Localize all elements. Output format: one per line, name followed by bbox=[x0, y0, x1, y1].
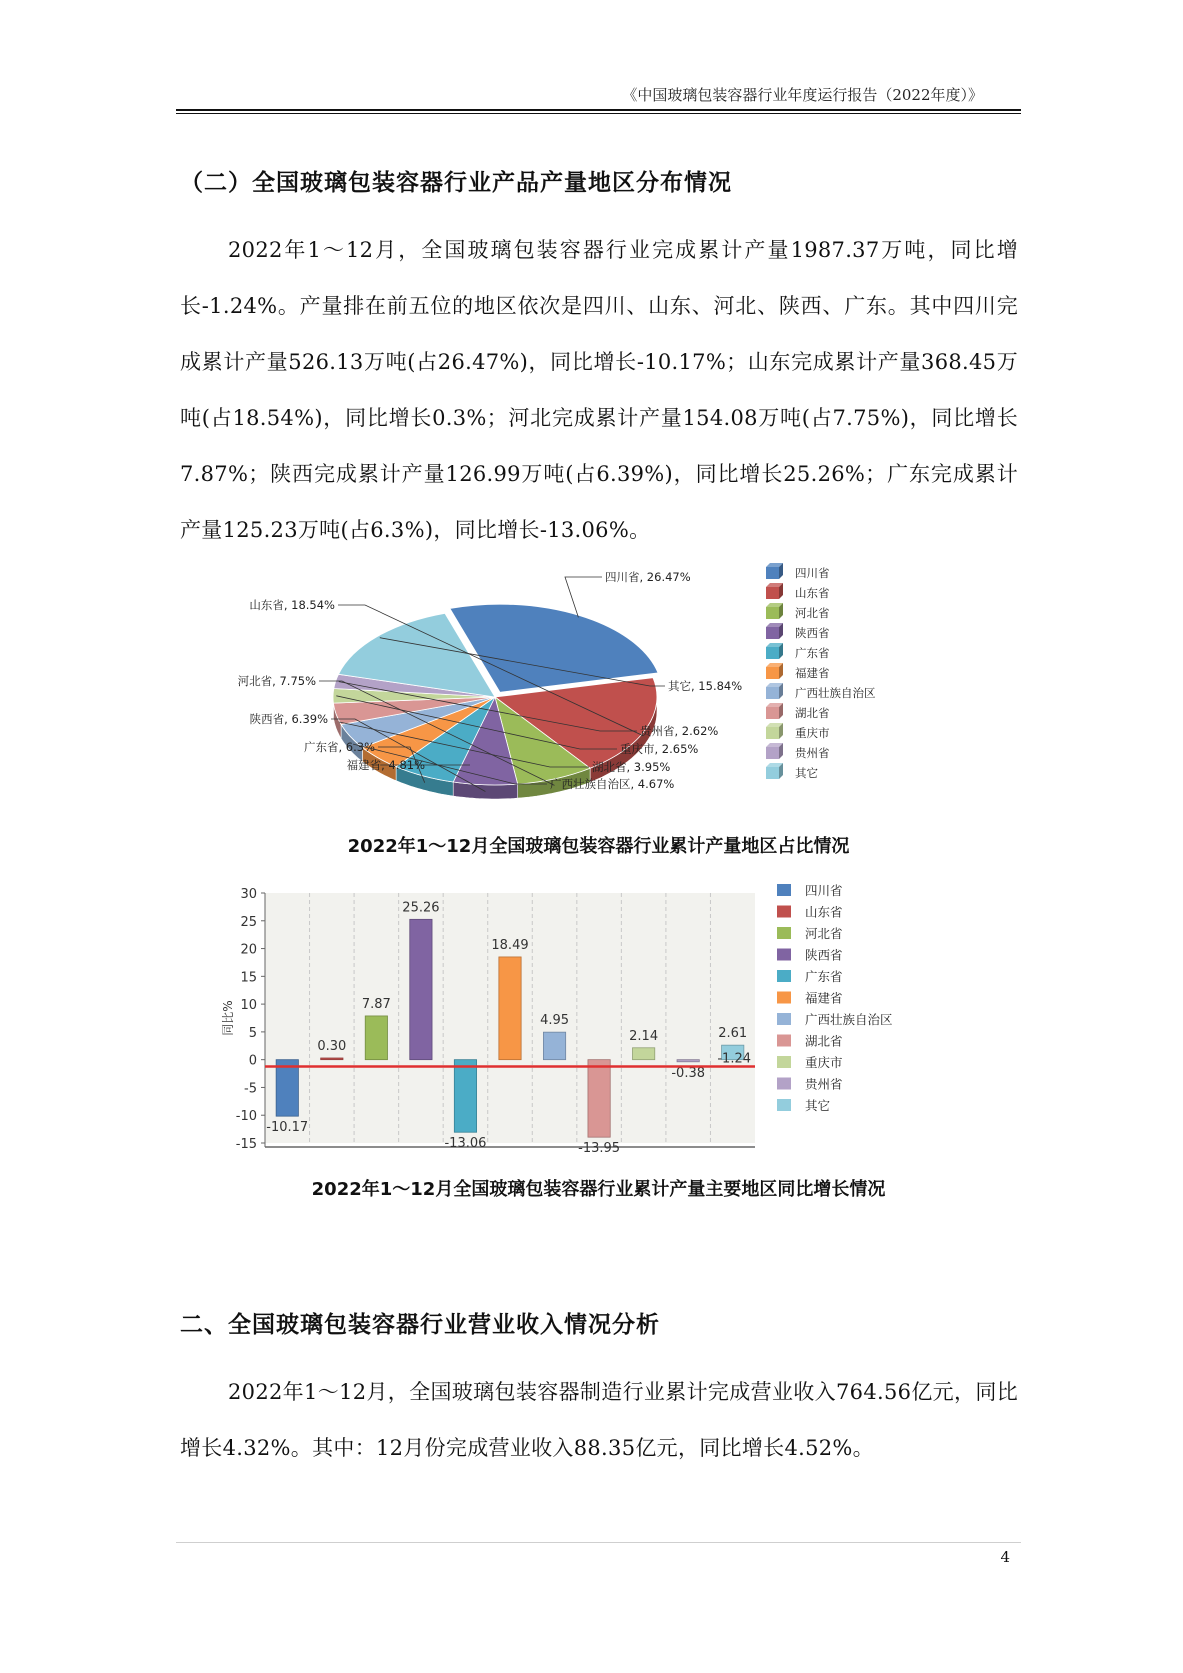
bar-y-tick-label: -10 bbox=[235, 1109, 257, 1125]
pie-legend-label: 陕西省 bbox=[795, 626, 830, 640]
bar-legend-item-hubei bbox=[777, 1034, 843, 1049]
bar-y-tick-label: -15 bbox=[235, 1137, 257, 1152]
pie-chart bbox=[230, 555, 970, 829]
bar-y-tick-label: 30 bbox=[240, 887, 257, 902]
pie-legend-label: 广东省 bbox=[795, 646, 830, 660]
pie-label-fujian: 福建省, 4.81% bbox=[346, 758, 425, 772]
bar-hebei bbox=[365, 1016, 387, 1060]
pie-label-chongqing: 重庆市, 2.65% bbox=[620, 742, 699, 756]
bar-reference-label: -1.24 bbox=[717, 1051, 751, 1067]
pie-legend-label: 湖北省 bbox=[795, 706, 830, 720]
page-number: 4 bbox=[1000, 1548, 1010, 1566]
pie-legend-label: 河北省 bbox=[795, 606, 830, 620]
bar-y-tick-label: 20 bbox=[240, 942, 257, 958]
pie-legend-item-shandong bbox=[766, 583, 830, 600]
bar-value-label-shandong: 0.30 bbox=[317, 1039, 347, 1054]
pie-legend-label: 贵州省 bbox=[795, 746, 830, 760]
pie-legend-label: 广西壮族自治区 bbox=[795, 686, 876, 700]
bar-y-tick-label: 5 bbox=[248, 1025, 257, 1041]
pie-legend-label: 重庆市 bbox=[795, 726, 830, 740]
bar-legend-label: 广西壮族自治区 bbox=[805, 1012, 893, 1027]
footer-rule bbox=[176, 1542, 1021, 1543]
section-title: 二、全国玻璃包装容器行业营业收入情况分析 bbox=[180, 1312, 660, 1338]
bar-legend-item-guangdong bbox=[777, 969, 843, 984]
bar-y-tick-label: 10 bbox=[240, 998, 257, 1014]
pie-legend-item-shaanxi bbox=[766, 623, 830, 640]
bar-guizhou bbox=[677, 1060, 699, 1062]
bar-value-label-hebei: 7.87 bbox=[361, 996, 391, 1012]
pie-legend-item-fujian bbox=[766, 663, 830, 680]
bar-fujian bbox=[499, 957, 521, 1060]
bar-legend-label: 山东省 bbox=[805, 904, 843, 920]
bar-legend-label: 其它 bbox=[805, 1098, 831, 1113]
bar-value-label-guangxi: 4.95 bbox=[540, 1013, 570, 1029]
bar-legend-label: 福建省 bbox=[805, 990, 843, 1006]
bar-chart-caption: 2022年1～12月全国玻璃包装容器行业累计产量主要地区同比增长情况 bbox=[311, 1179, 886, 1200]
bar-value-label-guizhou: -0.38 bbox=[671, 1065, 706, 1081]
bar-y-tick-label: 0 bbox=[248, 1053, 257, 1069]
bar-value-label-shaanxi: 25.26 bbox=[402, 900, 440, 916]
bar-y-tick-label: 25 bbox=[240, 914, 257, 930]
bar-guangxi bbox=[543, 1032, 565, 1060]
pie-label-hebei: 河北省, 7.75% bbox=[237, 674, 316, 688]
bar-value-label-sichuan: -10.17 bbox=[266, 1120, 309, 1136]
bar-legend-item-fujian bbox=[777, 991, 843, 1006]
bar-shandong bbox=[321, 1058, 343, 1060]
bar-legend-item-shandong bbox=[777, 905, 843, 920]
paragraph-production: 2022年1～12月，全国玻璃包装容器行业完成累计产量1987.37万吨，同比增长-1.24%。产量排在前五位的地区依次是四川、山东、河北、陕西、广东。其中四川完成累计产量526.13万吨(占26.47%)，同比增长-10.17%；山东完成累计产量368.45万吨(占18.54%)，同比增长0.3%；河北完成累计产量154.08万吨(占7.75%)，同比增长7.87%；陕西完成累计产量126.99万吨(占6.39%)，同比增长25.26%；广东完成累计产量125.23万吨(占6.3%)，同比增长-13.06%。 bbox=[180, 238, 1018, 542]
pie-legend-item-guizhou bbox=[766, 743, 830, 760]
pie-label-guizhou: 贵州省, 2.62% bbox=[640, 724, 719, 738]
bar-guangdong bbox=[454, 1060, 476, 1133]
pie-label-shaanxi: 陕西省, 6.39% bbox=[249, 712, 328, 726]
pie-label-hubei: 湖北省, 3.95% bbox=[592, 760, 671, 774]
bar-legend-label: 四川省 bbox=[805, 883, 843, 898]
pie-legend-item-guangdong bbox=[766, 643, 830, 660]
pie-legend-item-hebei bbox=[766, 603, 830, 620]
pie-legend-label: 其它 bbox=[795, 766, 818, 780]
header-rule bbox=[176, 109, 1021, 111]
pie-legend-label: 福建省 bbox=[795, 666, 830, 680]
bar-legend-item-other bbox=[777, 1098, 830, 1113]
bar-legend-label: 湖北省 bbox=[805, 1033, 843, 1049]
pie-chart-caption: 2022年1～12月全国玻璃包装容器行业累计产量地区占比情况 bbox=[347, 836, 850, 857]
pie-label-shandong: 山东省, 18.54% bbox=[249, 598, 335, 612]
bar-value-label-fujian: 18.49 bbox=[491, 937, 529, 953]
bar-shaanxi bbox=[410, 919, 432, 1059]
pie-legend-label: 山东省 bbox=[795, 586, 830, 600]
bar-chongqing bbox=[633, 1048, 655, 1060]
subsection-title: （二）全国玻璃包装容器行业产品产量地区分布情况 bbox=[180, 170, 732, 196]
pie-legend-item-guangxi bbox=[766, 683, 876, 700]
bar-y-tick-label: -5 bbox=[244, 1081, 257, 1097]
bar-value-label-other: 2.61 bbox=[718, 1026, 748, 1042]
pie-legend-item-other bbox=[766, 763, 818, 780]
bar-legend-label: 陕西省 bbox=[805, 947, 843, 963]
bar-legend-label: 贵州省 bbox=[805, 1076, 843, 1092]
paragraph-revenue: 2022年1～12月，全国玻璃包装容器制造行业累计完成营业收入764.56亿元，同比增长4.32%。其中：12月份完成营业收入88.35亿元，同比增长4.52%。 bbox=[180, 1380, 1018, 1460]
bar-y-axis-label: 同比% bbox=[221, 1000, 235, 1036]
bar-value-label-guangdong: -13.06 bbox=[444, 1136, 487, 1152]
pie-legend-item-chongqing bbox=[766, 723, 830, 740]
bar-chart bbox=[220, 883, 980, 1167]
pie-legend-item-sichuan bbox=[766, 563, 830, 580]
running-header: 《中国玻璃包装容器行业年度运行报告（2022年度）》 bbox=[622, 86, 983, 104]
pie-legend-label: 四川省 bbox=[795, 566, 830, 580]
bar-legend-item-guangxi bbox=[777, 1012, 893, 1027]
bar-sichuan bbox=[276, 1060, 298, 1117]
bar-legend-label: 重庆市 bbox=[805, 1055, 843, 1070]
bar-legend-item-sichuan bbox=[777, 883, 843, 898]
pie-label-guangdong: 广东省, 6.3% bbox=[303, 740, 375, 754]
pie-legend-item-hubei bbox=[766, 703, 830, 720]
bar-legend-label: 广东省 bbox=[805, 969, 843, 984]
bar-legend-item-shaanxi bbox=[777, 948, 843, 963]
bar-value-label-chongqing: 2.14 bbox=[629, 1028, 659, 1044]
bar-legend-item-hebei bbox=[777, 926, 843, 941]
bar-y-tick-label: 15 bbox=[240, 970, 257, 986]
pie-leader-sichuan bbox=[565, 577, 602, 617]
bar-legend-label: 河北省 bbox=[805, 926, 843, 941]
pie-label-sichuan: 四川省, 26.47% bbox=[605, 570, 691, 584]
bar-legend-item-chongqing bbox=[777, 1055, 843, 1070]
bar-hubei bbox=[588, 1060, 610, 1138]
bar-legend-item-guizhou bbox=[777, 1077, 843, 1092]
bar-value-label-hubei: -13.95 bbox=[578, 1141, 621, 1157]
pie-label-other: 其它, 15.84% bbox=[668, 679, 743, 693]
header-rule-thin bbox=[176, 113, 1021, 114]
pie-label-guangxi: 广西壮族自治区, 4.67% bbox=[550, 777, 675, 791]
